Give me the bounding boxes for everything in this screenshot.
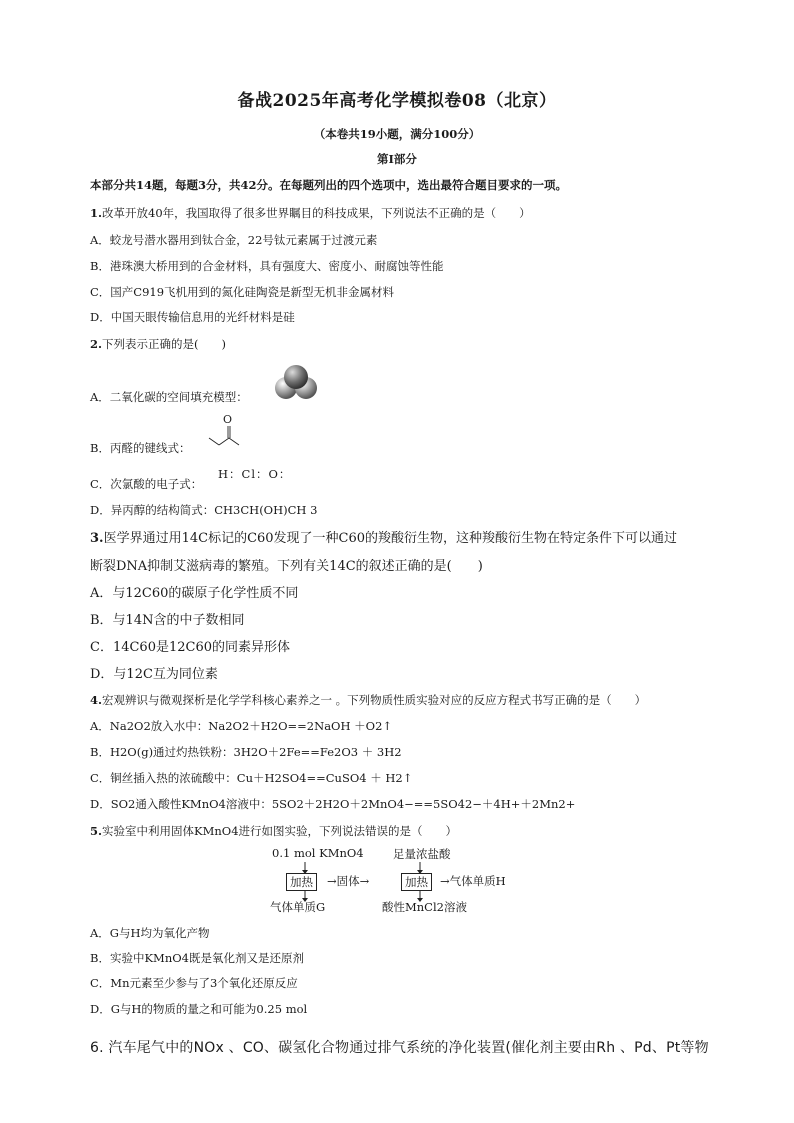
option-a: A．Na2O2放入水中：Na2O2＋H2O==2NaOH ＋O2↑ <box>90 719 393 733</box>
question-stem-line-1: 医学界通过用14C标记的C60发现了一种C60的羧酸衍生物，这种羧酸衍生物在特定条件下可以通过 <box>103 531 678 546</box>
option-d: D．SO2通入酸性KMnO4溶液中：5SO2＋2H2O＋2MnO4−==5SO42−＋4H+＋2Mn2+ <box>90 797 576 811</box>
section-heading: 第Ⅰ部分 <box>377 152 417 166</box>
page-subtitle: （本卷共19小题，满分100分） <box>313 127 481 141</box>
electron-formula: H：Cl：O： <box>218 467 292 481</box>
question-stem: 下列表示正确的是( ) <box>102 337 226 351</box>
option-c: C．Mn元素至少参与了3个氧化还原反应 <box>90 976 298 990</box>
option-c: C．铜丝插入热的浓硫酸中：Cu＋H2SO4==CuSO4 ＋ H2↑ <box>90 771 413 785</box>
question-number: 2. <box>90 337 103 351</box>
intermediate-product: →固体→ <box>327 874 370 888</box>
option-d: D．异丙醇的结构简式：CH3CH(OH)CH 3 <box>90 503 318 517</box>
reagent-label: 0.1 mol KMnO4 <box>272 846 364 860</box>
option-b <box>90 440 190 456</box>
option-text: A．二氧化碳的空间填充模型： <box>90 390 248 404</box>
question-stem-line-2: 断裂DNA抑制艾滋病毒的繁殖。下列有关14C的叙述正确的是( ) <box>90 559 483 574</box>
option-b: B．港珠澳大桥用到的合金材料，具有强度大、密度小、耐腐蚀等性能 <box>90 259 444 273</box>
option-a <box>90 389 248 405</box>
option-d: D．与12C互为同位素 <box>90 667 218 682</box>
question-number: 5. <box>90 824 103 838</box>
product-label: 酸性MnCl2溶液 <box>382 900 467 914</box>
propanal-skeletal-formula <box>204 412 248 456</box>
option-d: D．G与H的物质的量之和可能为0.25 mol <box>90 1002 308 1016</box>
option-a: A．蛟龙号潜水器用到钛合金，22号钛元素属于过渡元素 <box>90 233 378 247</box>
question-stem: 宏观辨识与微观探析是化学学科核心素养之一 。下列物质性质实验对应的反应方程式书写正确的是（ ） <box>102 693 647 707</box>
question-6: 6. 汽车尾气中的NOx 、CO、碳氢化合物通过排气系统的净化装置(催化剂主要由Rh 、Pd、Pt等物 <box>90 1040 709 1056</box>
question-number: 1. <box>90 206 103 220</box>
question-stem: 实验室中利用固体KMnO4进行如图实验，下列说法错误的是（ ） <box>102 824 458 838</box>
option-text: C．次氯酸的电子式： <box>90 477 203 491</box>
instructions: 本部分共14题，每题3分，共42分。在每题列出的四个选项中，选出最符合题目要求的一项。 <box>90 178 568 192</box>
question-stem: 改革开放40年，我国取得了很多世界瞩目的科技成果，下列说法不正确的是（ ） <box>102 206 531 220</box>
oxygen-atom-label: O <box>223 413 233 426</box>
question-number: 4. <box>90 693 103 707</box>
question-4 <box>90 692 646 708</box>
question-2 <box>90 336 226 352</box>
experiment-flow-diagram <box>270 846 540 916</box>
option-a: A．G与H均为氧化产物 <box>90 926 210 940</box>
heating-step-box: 加热 <box>401 873 432 891</box>
question-3 <box>90 527 677 546</box>
page-title: 备战2025年高考化学模拟卷08（北京） <box>237 91 557 111</box>
option-d: D．中国天眼传输信息用的光纤材料是硅 <box>90 310 295 324</box>
option-b: B．实验中KMnO4既是氧化剂又是还原剂 <box>90 951 304 965</box>
option-b: B．与14N含的中子数相同 <box>90 613 245 628</box>
reagent-label: 足量浓盐酸 <box>393 847 451 861</box>
co2-space-filling-model <box>272 362 322 402</box>
heating-step-box: 加热 <box>286 873 317 891</box>
product-label: →气体单质H <box>440 874 506 888</box>
option-text: B．丙醛的键线式： <box>90 441 191 455</box>
option-a: A．与12C60的碳原子化学性质不同 <box>90 586 299 601</box>
question-number: 3. <box>90 531 104 546</box>
option-b: B．H2O(g)通过灼热铁粉：3H2O＋2Fe==Fe2O3 ＋ 3H2 <box>90 745 402 759</box>
question-5 <box>90 823 457 839</box>
product-label: 气体单质G <box>270 900 326 914</box>
option-c: C．国产C919飞机用到的氮化硅陶瓷是新型无机非金属材料 <box>90 285 395 299</box>
option-c: C．14C60是12C60的同素异形体 <box>90 640 291 655</box>
option-c <box>90 476 202 492</box>
question-1 <box>90 205 531 221</box>
